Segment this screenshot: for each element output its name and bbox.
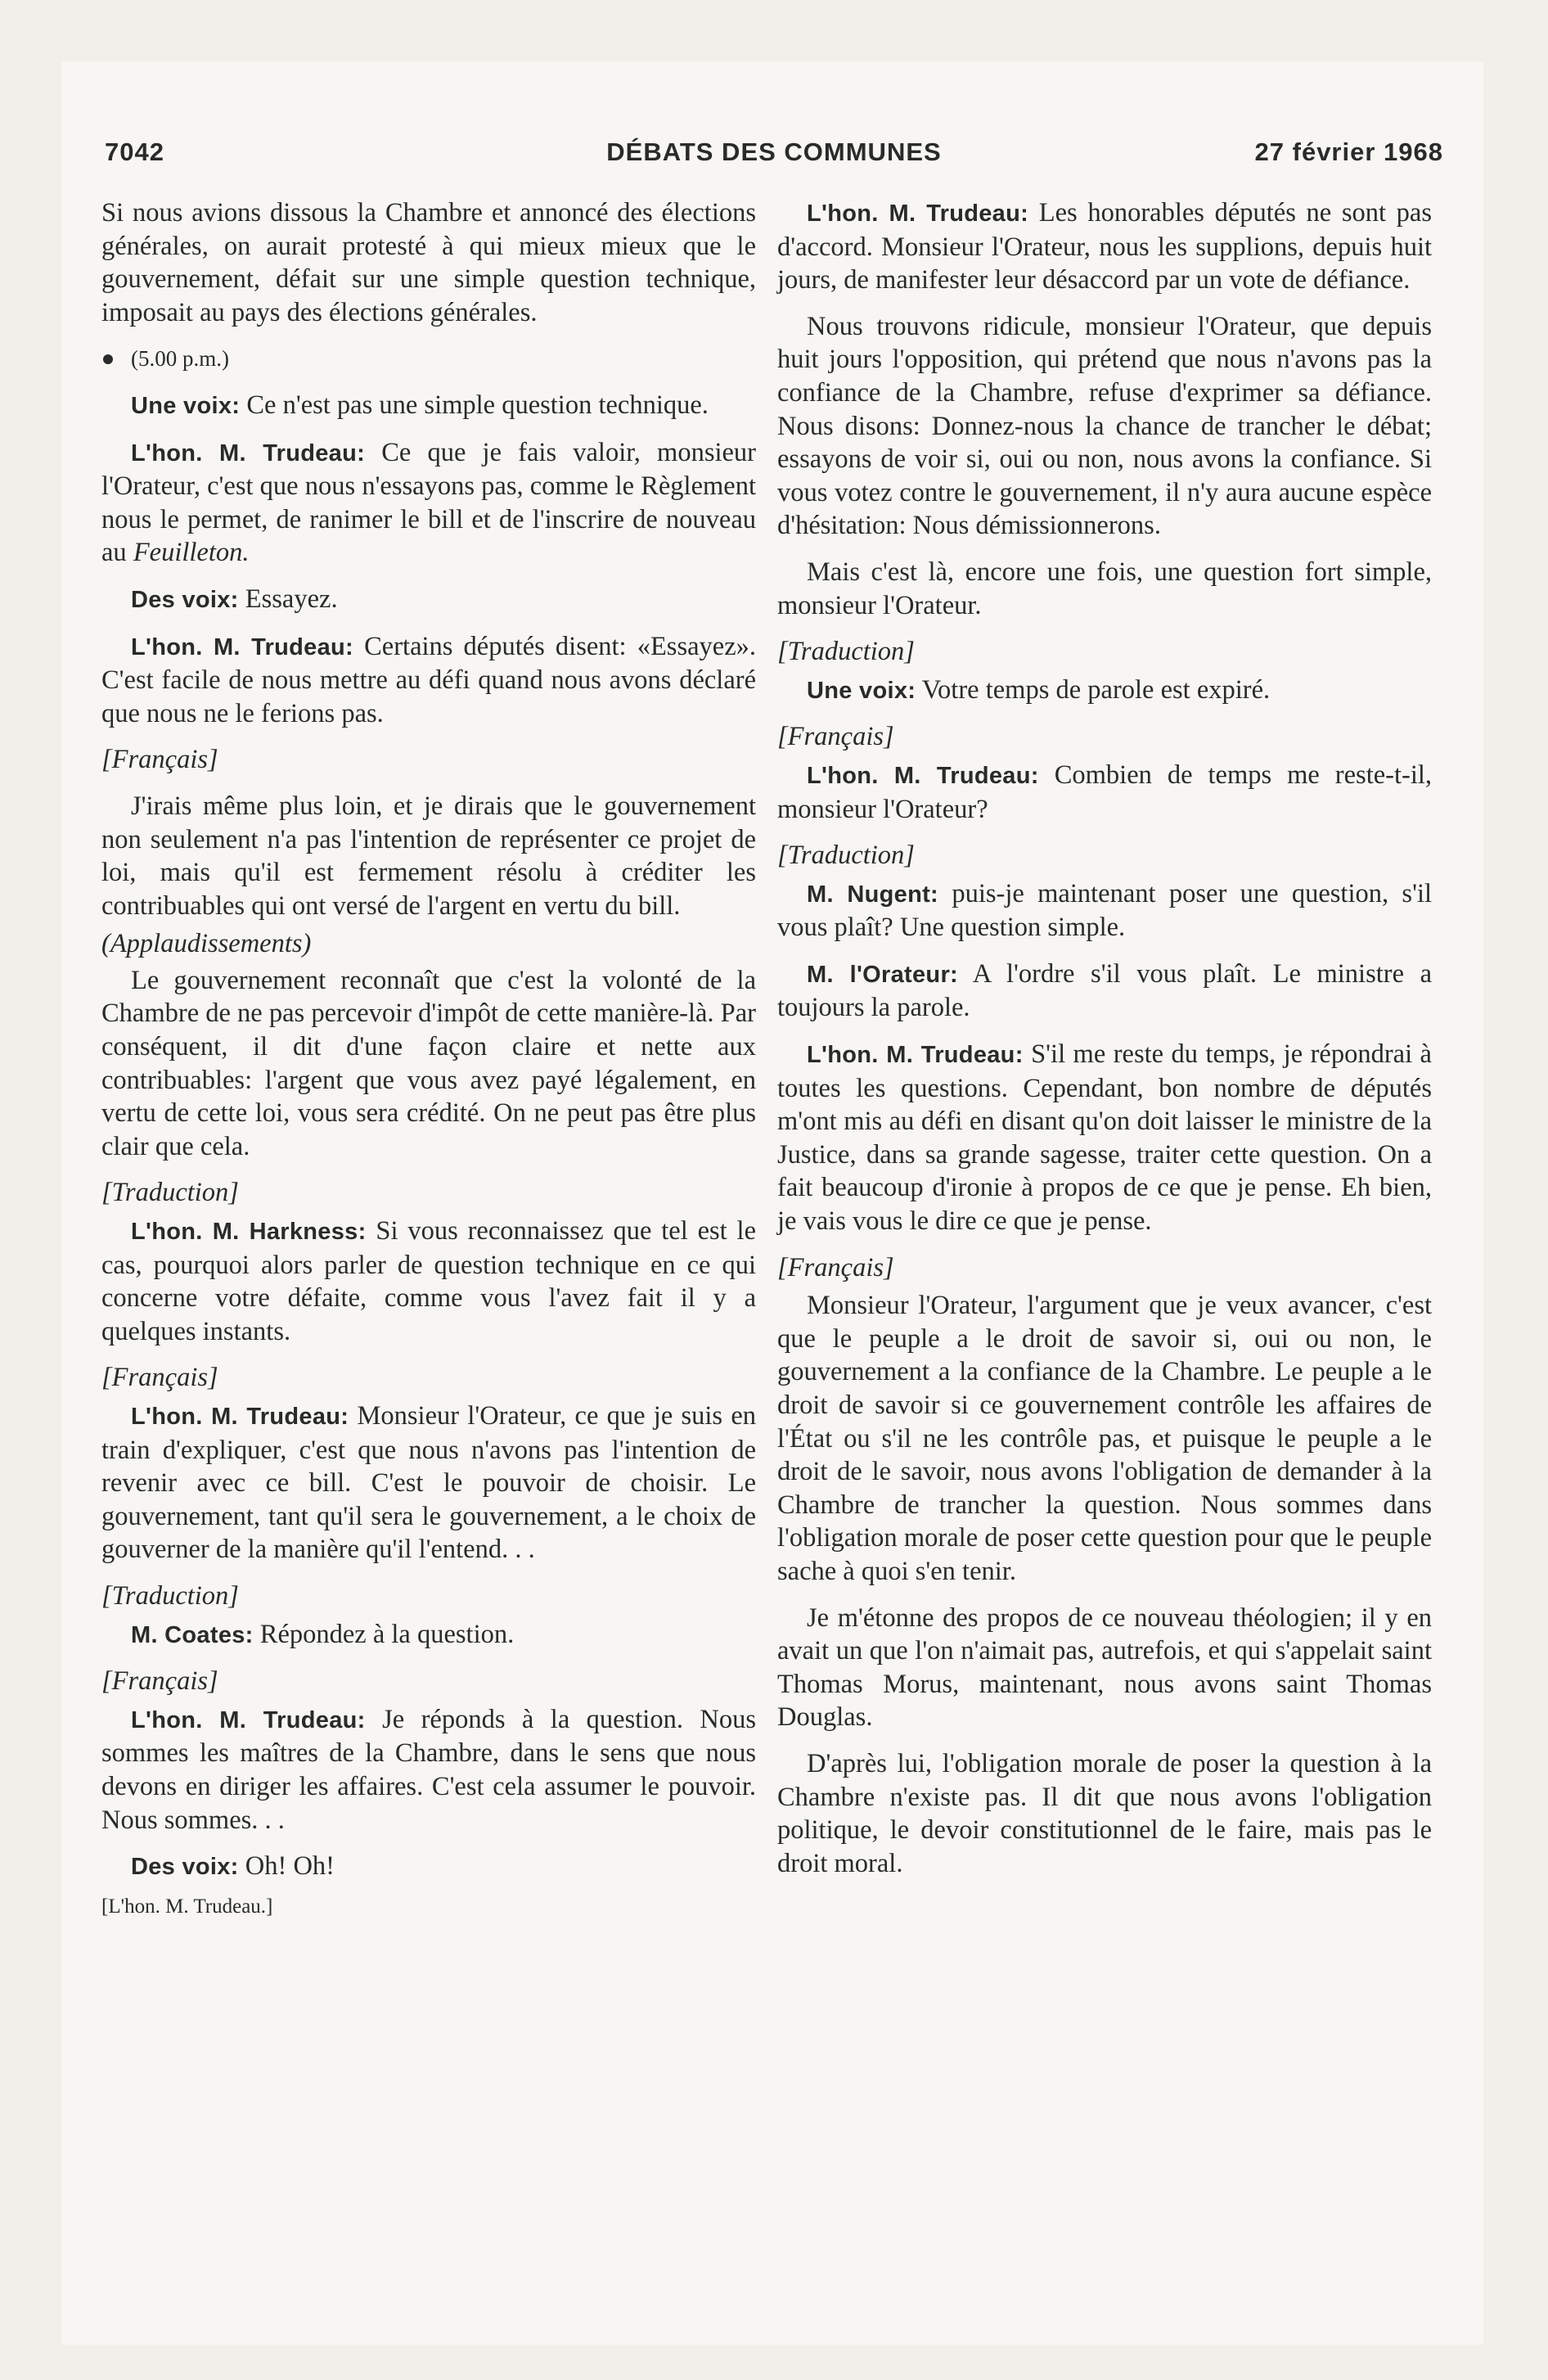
language-tag: [Français] (777, 722, 894, 752)
applause-note: (Applaudissements) (101, 929, 312, 959)
language-tag: [Français] (101, 1363, 218, 1393)
paragraph: M. l'Orateur: A l'ordre s'il vous plaît. Le ministre a toujours la parole. (777, 958, 1432, 1023)
speaker-name: Une voix: (807, 677, 916, 704)
paragraph: Des voix: Essayez. (131, 584, 338, 614)
speaker-name: L'hon. M. Trudeau: (131, 1706, 366, 1733)
speaker-name: Une voix: (131, 392, 241, 419)
language-tag: [Français] (777, 1252, 894, 1282)
right-column (777, 196, 1432, 1893)
paragraph: L'hon. M. Trudeau: Monsieur l'Orateur, ce que je suis en train d'expliquer, c'est que nous n'avons pas l'intention de revenir avec ce bill. C'est le pouvoir de choisir. Le gouvernement, tant qu'il sera le gouvernement, a le choix de gouverner de la manière qu'il l'entend. . . (101, 1401, 756, 1565)
paragraph: Mais c'est là, encore une fois, une question fort simple, monsieur l'Orateur. (777, 557, 1432, 620)
publication-title: DÉBATS DES COMMUNES (606, 137, 942, 166)
paragraph: M. Coates: Répondez à la question. (131, 1619, 515, 1649)
language-tag: [Français] (101, 745, 218, 775)
paragraph: L'hon. M. Trudeau: Ce que je fais valoir, monsieur l'Orateur, c'est que nous n'essayons pas, comme le Règlement nous le permet, de ranimer le bill et de l'inscrire de nouveau au Feuilleton. (101, 437, 756, 568)
speaker-name: L'hon. M. Trudeau: (131, 439, 366, 467)
left-column (101, 196, 756, 1936)
speaker-name: M. Nugent: (807, 881, 939, 908)
speaker-name: L'hon. M. Trudeau: (807, 762, 1039, 789)
speaker-name: Des voix: (131, 586, 239, 613)
paragraph: M. Nugent: puis-je maintenant poser une question, s'il vous plaît? Une question simple. (777, 878, 1432, 943)
paragraph: Si nous avions dissous la Chambre et annoncé des élections générales, on aurait protesté à qui mieux mieux que le gouvernement, défait sur une simple question technique, imposait au pays des élections générales. (101, 198, 756, 327)
paragraph: L'hon. M. Trudeau: Combien de temps me reste-t-il, monsieur l'Orateur? (777, 760, 1433, 824)
time-marker: (5.00 p.m.) (101, 342, 756, 376)
paragraph: Je m'étonne des propos de ce nouveau théologien; il y en avait un que l'on n'aimait pas, autrefois, et qui s'appelait saint Thomas Morus, maintenant, nous avons saint Thomas Douglas. (777, 1602, 1432, 1733)
paragraph: J'irais même plus loin, et je dirais que le gouvernement non seulement n'a pas l'intention de représenter ce projet de loi, mais qu'il est fermement résolu à créditer les contribuables qui ont versé de l'argent en vertu du bill. (101, 791, 756, 921)
speaker-name: L'hon. M. Trudeau: (131, 1404, 349, 1430)
speaker-name: M. l'Orateur: (807, 961, 958, 988)
language-tag: [Traduction] (777, 841, 915, 871)
language-tag: [Français] (101, 1666, 218, 1697)
paragraph: D'après lui, l'obligation morale de poser la question à la Chambre n'existe pas. Il dit que nous avons l'obligation politique, le devoir constitutionnel de le faire, mais pas le droit moral. (777, 1748, 1432, 1878)
paragraph: Nous trouvons ridicule, monsieur l'Orateur, que depuis huit jours l'opposition, qui prétend que nous n'avons pas la confiance de la Chambre, refuse d'exprimer sa défiance. Nous disons: Donnez-nous la chance de trancher le débat; essayons de voir si, oui ou non, nous avons la confiance. Si vous votez contre le gouvernement, il n'y aura aucune espèce d'hésitation: Nous démissionnerons. (777, 311, 1432, 541)
paragraph: Une voix: Ce n'est pas une simple question technique. (131, 390, 709, 420)
paragraph: Une voix: Votre temps de parole est expiré. (807, 674, 1271, 705)
page-number: 7042 (105, 137, 164, 166)
paragraph: Le gouvernement reconnaît que c'est la volonté de la Chambre de ne pas percevoir d'impôt de cette manière-là. Par conséquent, il dit d'une façon claire et nette aux contribuables: l'argent que vous avez payé légalement, en vertu de cette loi, vous sera crédité. On ne peut pas être plus clair que cela. (101, 965, 756, 1161)
paragraph: L'hon. M. Trudeau: Certains députés disent: «Essayez». C'est facile de nous mettre au défi quand nous avons déclaré que nous ne le ferions pas. (101, 631, 757, 728)
paragraph: Des voix: Oh! Oh! (131, 1851, 335, 1882)
speaker-name: L'hon. M. Trudeau: (807, 1042, 1024, 1069)
paragraph: L'hon. M. Trudeau: Les honorables députés ne sont pas d'accord. Monsieur l'Orateur, nous les supplions, depuis huit jours, de manifester leur désaccord par un vote de défiance. (777, 198, 1433, 295)
speaker-name: L'hon. M. Trudeau: (807, 201, 1029, 227)
speaker-name: M. Coates: (131, 1621, 254, 1648)
speaker-name: L'hon. M. Trudeau: (131, 633, 353, 660)
language-tag: [Traduction] (777, 637, 915, 667)
speaker-name: Des voix: (131, 1854, 239, 1881)
paragraph: L'hon. M. Trudeau: S'il me reste du temps, je répondrai à toutes les questions. Cependant, bon nombre de députés m'ont mis au défi en disant qu'on doit laisser le ministre de la Justice, dans sa grande sagesse, traiter cette question. On a fait beaucoup d'ironie à propos de ce que je pense. Eh bien, je vais vous le dire ce que je pense. (777, 1039, 1432, 1237)
speaker-name: L'hon. M. Harkness: (131, 1219, 367, 1246)
language-tag: [Traduction] (101, 1178, 239, 1208)
page-date: 27 février 1968 (1254, 137, 1443, 166)
paragraph: Monsieur l'Orateur, l'argument que je veux avancer, c'est que le peuple a le droit de savoir si, oui ou non, le gouvernement a la confiance de la Chambre. Le peuple a le droit de savoir si ce gouvernement contrôle les affaires de l'État ou s'il ne les contrôle pas, et puisque le peuple a le droit de le savoir, nous avons l'obligation de demander à la Chambre de trancher la question. Nous sommes dans l'obligation morale de poser cette question pour que le peuple sache à quoi s'en tenir. (777, 1291, 1432, 1586)
paragraph: L'hon. M. Harkness: Si vous reconnaissez que tel est le cas, pourquoi alors parler de question technique en ce qui concerne votre défaite, comme vous l'avez fait il y a quelques instants. (101, 1216, 757, 1346)
bullet-icon (103, 354, 113, 364)
page-header (105, 137, 1443, 174)
speaker-continuation: [L'hon. M. Trudeau.] (101, 1895, 273, 1918)
language-tag: [Traduction] (101, 1580, 239, 1611)
paragraph: L'hon. M. Trudeau: Je réponds à la question. Nous sommes les maîtres de la Chambre, dans le sens que nous devons en diriger les affaires. C'est cela assumer le pouvoir. Nous sommes. . . (101, 1704, 756, 1835)
